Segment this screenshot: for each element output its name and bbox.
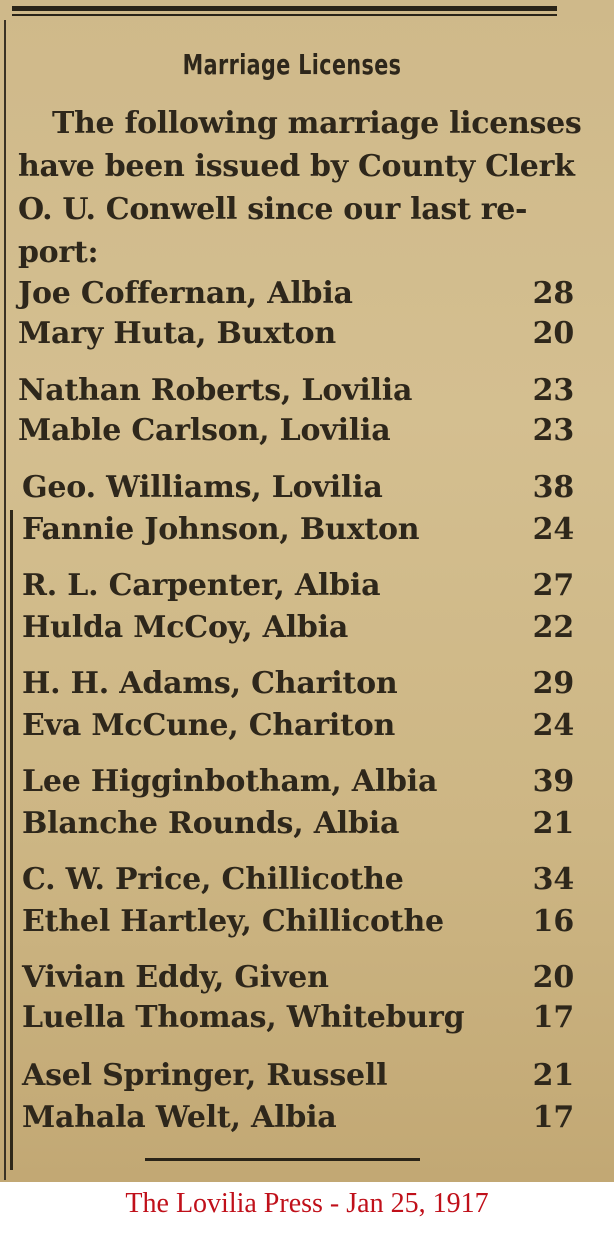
applicant-age: 27 xyxy=(532,568,574,603)
applicant-age: 16 xyxy=(532,904,574,939)
applicant-age: 28 xyxy=(532,276,574,311)
license-entry xyxy=(18,413,574,453)
license-entry xyxy=(22,904,574,944)
applicant-name-town: Mahala Welt, Albia xyxy=(22,1100,337,1135)
applicant-name-town: H. H. Adams, Chariton xyxy=(22,666,398,701)
applicant-age: 23 xyxy=(532,373,574,408)
applicant-age: 22 xyxy=(532,610,574,645)
license-entry xyxy=(22,610,574,650)
license-entry xyxy=(22,568,574,608)
article-heading: Marriage Licenses xyxy=(182,48,402,81)
applicant-age: 34 xyxy=(532,862,574,897)
license-entry xyxy=(22,1000,574,1040)
source-credit: The Lovilia Press - Jan 25, 1917 xyxy=(125,1188,489,1219)
license-entry xyxy=(22,764,574,804)
bottom-rule xyxy=(145,1158,420,1161)
applicant-age: 24 xyxy=(532,512,574,547)
applicant-name-town: Eva McCune, Chariton xyxy=(22,708,396,743)
applicant-age: 39 xyxy=(532,764,574,799)
applicant-name-town: Asel Springer, Russell xyxy=(22,1058,388,1093)
license-entry xyxy=(22,806,574,846)
top-rule xyxy=(12,6,557,11)
intro-line: have been issued by County Clerk xyxy=(18,149,575,184)
intro-line: port: xyxy=(18,235,99,270)
license-entry xyxy=(22,708,574,748)
license-entry xyxy=(22,862,574,902)
applicant-age: 20 xyxy=(532,316,574,351)
intro-paragraph xyxy=(18,102,582,274)
license-entry xyxy=(18,276,574,316)
applicant-age: 17 xyxy=(532,1100,574,1135)
license-entry xyxy=(22,960,574,1000)
intro-line: O. U. Conwell since our last re- xyxy=(18,192,528,227)
applicant-name-town: Vivian Eddy, Given xyxy=(22,960,329,995)
applicant-age: 29 xyxy=(532,666,574,701)
license-entry xyxy=(22,666,574,706)
applicant-name-town: R. L. Carpenter, Albia xyxy=(22,568,381,603)
applicant-age: 24 xyxy=(532,708,574,743)
applicant-name-town: Ethel Hartley, Chillicothe xyxy=(22,904,444,939)
applicant-age: 23 xyxy=(532,413,574,448)
applicant-age: 38 xyxy=(532,470,574,505)
applicant-name-town: Lee Higginbotham, Albia xyxy=(22,764,438,799)
applicant-age: 20 xyxy=(532,960,574,995)
intro-line: The following marriage licenses xyxy=(52,106,582,141)
license-entry xyxy=(18,373,574,413)
top-rule-thin xyxy=(12,14,557,16)
applicant-name-town: Hulda McCoy, Albia xyxy=(22,610,349,645)
license-entry xyxy=(22,470,574,510)
license-entry xyxy=(22,512,574,552)
license-entry xyxy=(18,316,574,356)
applicant-name-town: Blanche Rounds, Albia xyxy=(22,806,400,841)
applicant-name-town: Nathan Roberts, Lovilia xyxy=(18,373,413,408)
left-margin-rule xyxy=(10,510,13,1170)
license-entry xyxy=(22,1100,574,1140)
license-entry xyxy=(22,1058,574,1098)
applicant-name-town: Mary Huta, Buxton xyxy=(18,316,337,351)
applicant-age: 21 xyxy=(532,806,574,841)
applicant-name-town: Geo. Williams, Lovilia xyxy=(22,470,383,505)
applicant-name-town: Luella Thomas, Whiteburg xyxy=(22,1000,465,1035)
applicant-name-town: C. W. Price, Chillicothe xyxy=(22,862,404,897)
applicant-age: 17 xyxy=(532,1000,574,1035)
applicant-age: 21 xyxy=(532,1058,574,1093)
applicant-name-town: Joe Coffernan, Albia xyxy=(18,276,353,311)
left-column-rule xyxy=(4,20,6,1180)
applicant-name-town: Mable Carlson, Lovilia xyxy=(18,413,391,448)
applicant-name-town: Fannie Johnson, Buxton xyxy=(22,512,420,547)
